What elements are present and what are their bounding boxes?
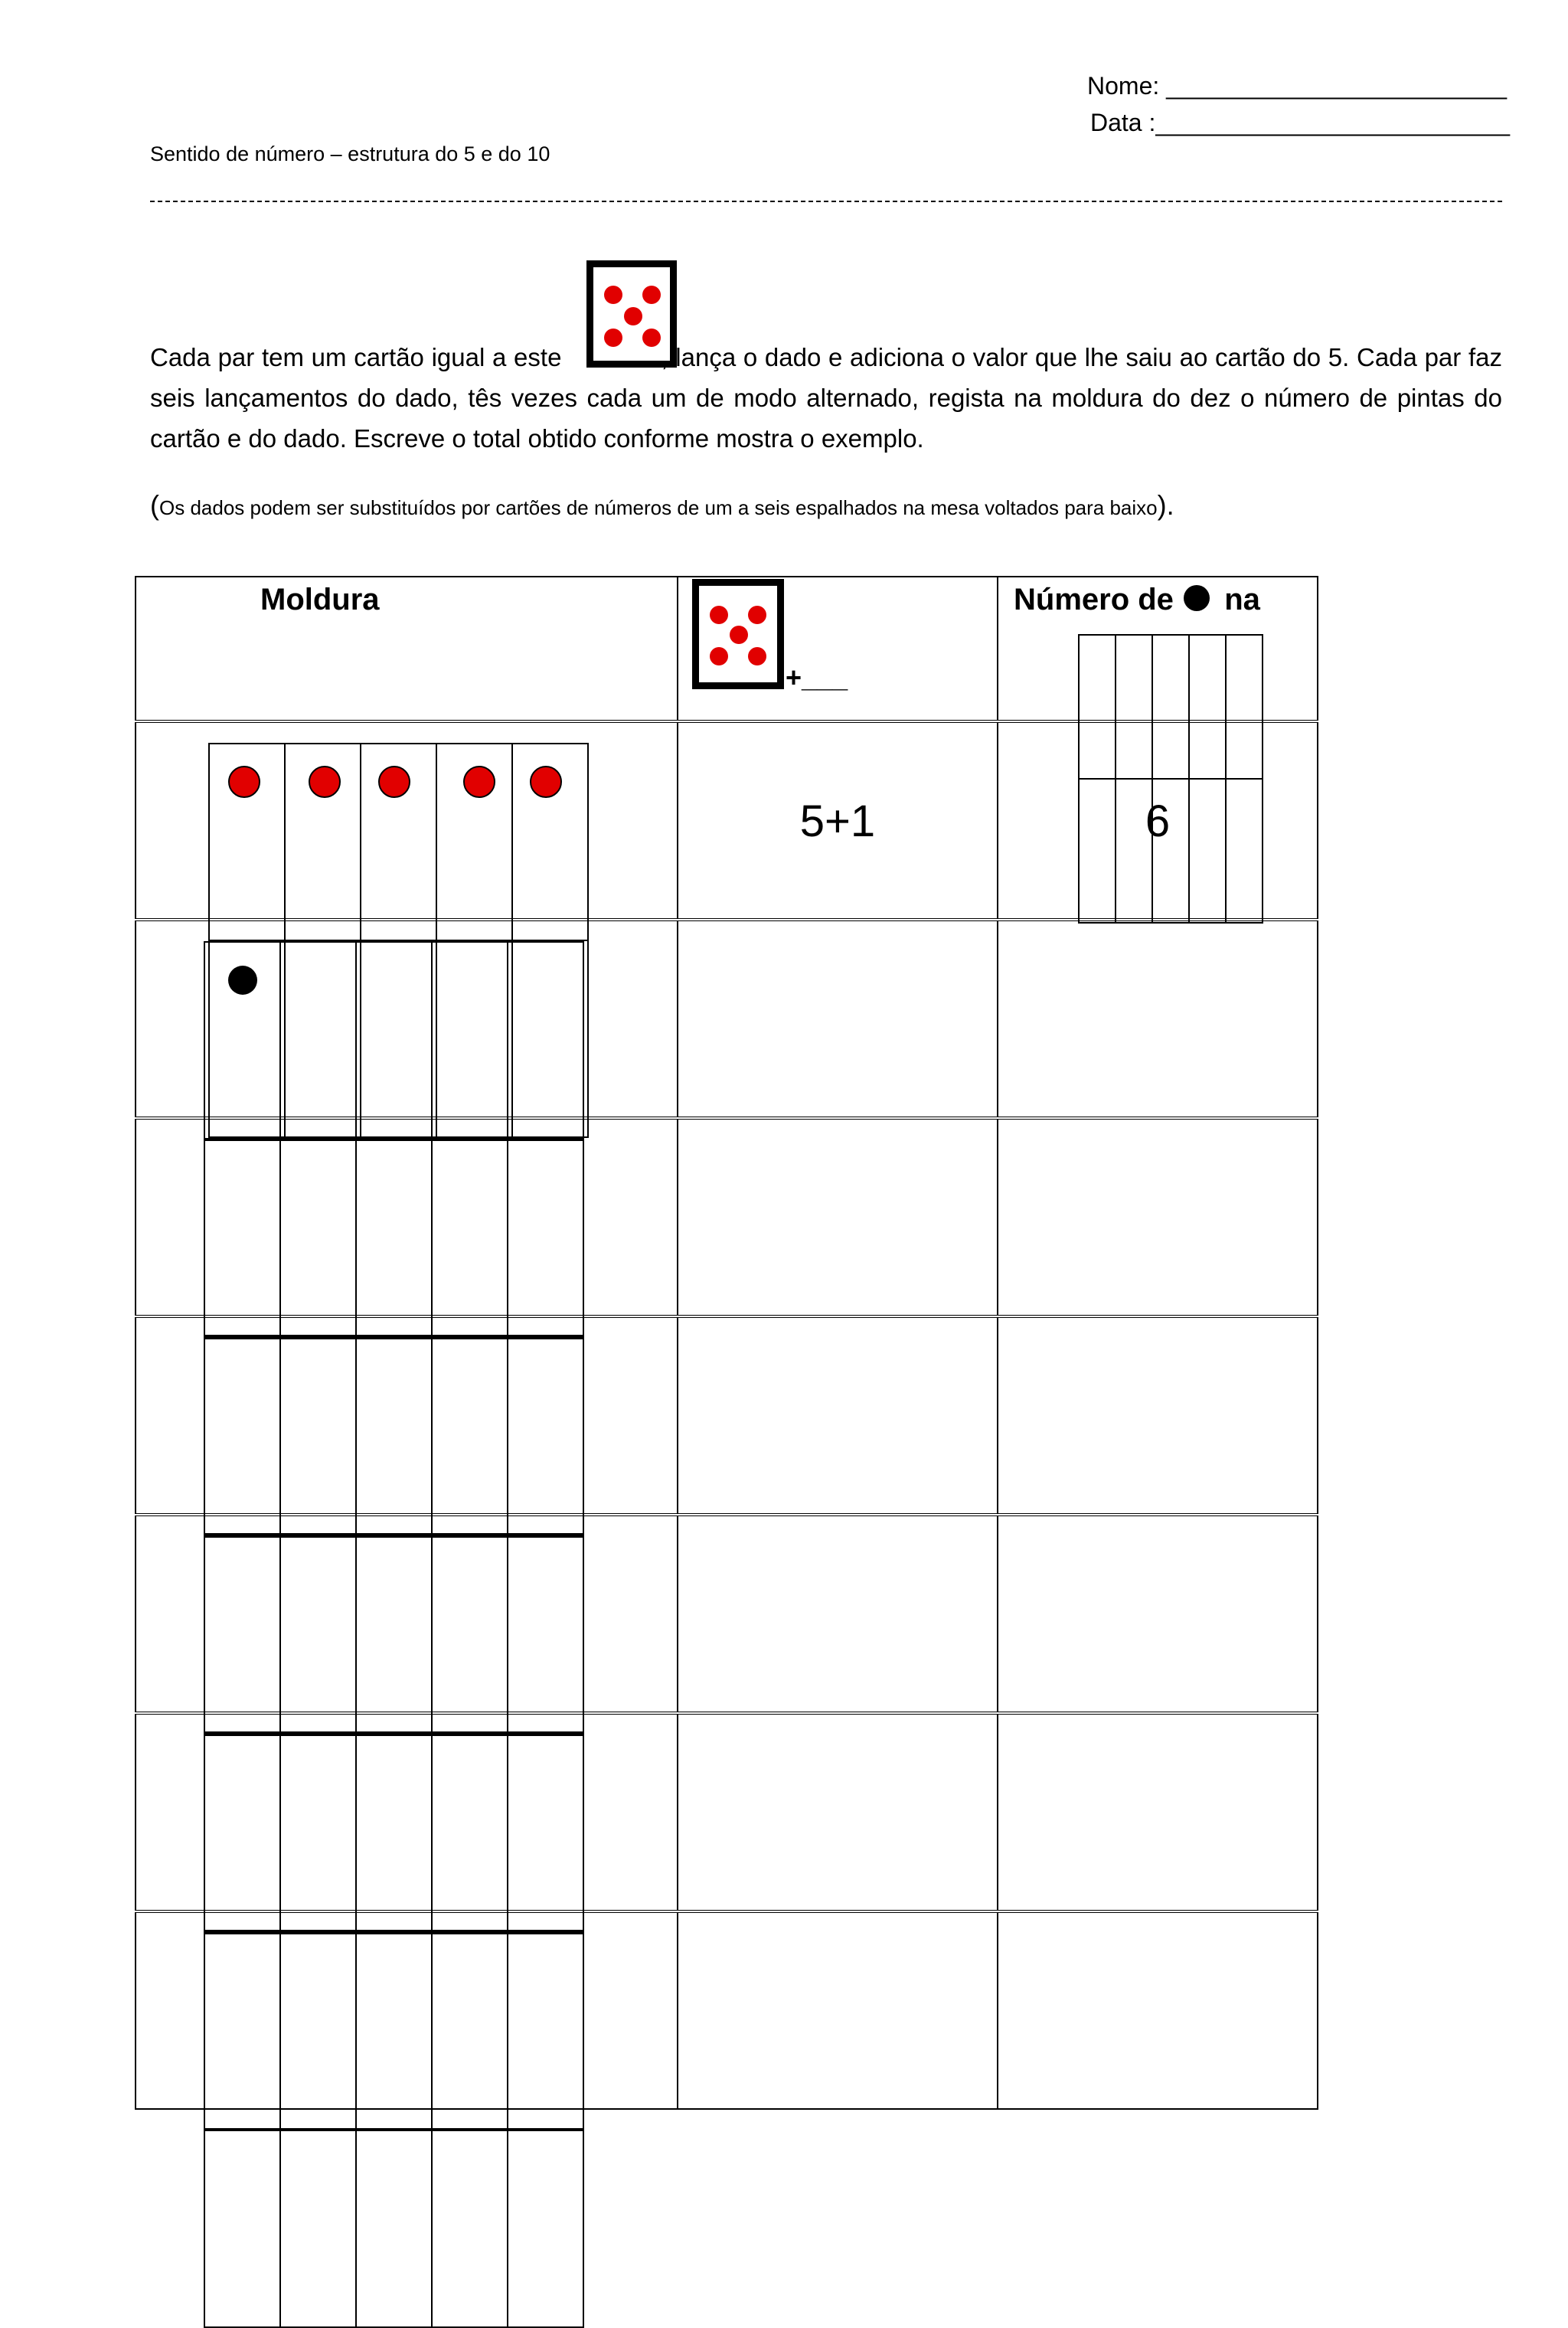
frame-cell <box>136 1515 678 1713</box>
example-expression: 5+1 <box>799 796 876 846</box>
black-dot-icon <box>1184 585 1210 611</box>
instructions-part2: , lança o dado e adiciona o valor que lhe saiu ao cartão do 5. Cada par faz seis lançamentos do dado, tês vezes cada um de modo alternado, regista na moldura do dez o número de pintas do cartão e do dado. Escreve o total obtido conforme mostra o exemplo. <box>150 343 1502 453</box>
note-text: Os dados podem ser substituídos por cartões de números de um a seis espalhados na mesa voltados para baixo <box>159 496 1158 519</box>
name-field[interactable]: Nome: _________________________ <box>1087 72 1508 100</box>
frame-cell <box>136 1713 678 1911</box>
example-total: 6 <box>1145 796 1171 846</box>
card-dot <box>710 647 728 665</box>
expression-cell[interactable] <box>678 1316 998 1515</box>
red-dot <box>228 766 260 798</box>
card-dot <box>748 647 766 665</box>
expression-cell[interactable] <box>678 1515 998 1713</box>
worksheet-subject: Sentido de número – estrutura do 5 e do 10 <box>150 142 550 165</box>
card-dot <box>730 626 748 644</box>
table-row-example <box>136 721 1318 920</box>
worksheet-table <box>135 576 1318 2110</box>
red-dot <box>530 766 562 798</box>
table-header-row <box>136 577 1318 721</box>
dashed-divider <box>150 201 1502 202</box>
table-row <box>136 1515 1318 1713</box>
total-cell[interactable] <box>998 1911 1318 2109</box>
frame-cell <box>136 1316 678 1515</box>
five-card-icon <box>692 579 784 689</box>
expression-cell[interactable] <box>678 1911 998 2109</box>
frame-cell <box>136 1911 678 2109</box>
expression-cell[interactable] <box>678 1118 998 1316</box>
date-field[interactable]: Data :__________________________ <box>1090 109 1511 136</box>
total-cell[interactable] <box>998 920 1318 1118</box>
table-row <box>136 1316 1318 1515</box>
header-total <box>998 577 1318 721</box>
table-row <box>136 1911 1318 2109</box>
example-total-cell <box>998 721 1318 920</box>
col-total-title-a: Número de <box>1014 583 1174 616</box>
expression-cell[interactable] <box>678 1713 998 1911</box>
total-cell[interactable] <box>998 1316 1318 1515</box>
instructions-note <box>150 490 1502 523</box>
ten-frame[interactable] <box>204 1933 584 2328</box>
note-open: ( <box>150 489 159 521</box>
table-row <box>136 1713 1318 1911</box>
header-moldura <box>136 577 678 721</box>
expression-cell[interactable] <box>678 920 998 1118</box>
red-dot <box>309 766 341 798</box>
header-card-sum <box>678 577 998 721</box>
col-total-title-b: na <box>1224 583 1260 616</box>
plus-blank: +___ <box>786 662 848 693</box>
total-cell[interactable] <box>998 1515 1318 1713</box>
total-cell[interactable] <box>998 1118 1318 1316</box>
col-total-title <box>1014 580 1260 619</box>
example-frame-cell <box>136 721 678 920</box>
table-row <box>136 1118 1318 1316</box>
red-dot <box>378 766 410 798</box>
card-dot <box>624 307 642 325</box>
card-dot <box>748 606 766 624</box>
card-dot <box>642 286 661 304</box>
frame-cell <box>136 1118 678 1316</box>
note-close: ). <box>1157 489 1174 521</box>
card-dot <box>604 286 622 304</box>
col-moldura-title: Moldura <box>260 583 380 616</box>
red-dot <box>463 766 495 798</box>
example-expression-cell <box>678 721 998 920</box>
table-row <box>136 920 1318 1118</box>
frame-cell <box>136 920 678 1118</box>
card-dot <box>710 606 728 624</box>
instructions-paragraph <box>150 337 1502 459</box>
total-cell[interactable] <box>998 1713 1318 1911</box>
instructions-part1: Cada par tem um cartão igual a este <box>150 343 562 371</box>
